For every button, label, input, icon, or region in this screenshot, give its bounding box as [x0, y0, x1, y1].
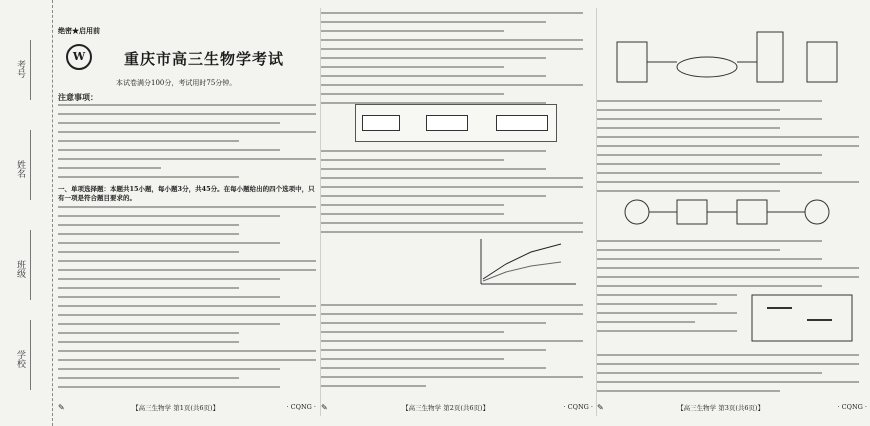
section-heading: 一、单项选择题：本题共15小题，每小题3分，共45分。在每小题给出的四个选项中，只有一项是符合题目要求的。 — [58, 185, 315, 202]
binding-label-name: 姓名 — [15, 160, 25, 178]
exam-title: 重庆市高三生物学考试 — [124, 50, 285, 68]
footer-page-label: 【高三生物学 第3页(共6页)】 — [677, 403, 765, 412]
exam-page-1 — [58, 8, 316, 416]
questions-block — [597, 100, 859, 199]
binding-label-class: 班级 — [15, 260, 25, 278]
page-footer — [321, 402, 593, 412]
binding-label-number: 考号 — [15, 60, 25, 78]
notice-heading: 注意事项： — [58, 92, 98, 102]
questions-block — [597, 294, 737, 339]
binding-line — [30, 320, 31, 390]
questions-block — [321, 150, 583, 240]
diagram-box — [362, 115, 400, 131]
line-graph — [471, 234, 581, 294]
exam-page-2 — [320, 8, 593, 416]
gel-diagram — [747, 290, 857, 346]
questions-block — [597, 354, 859, 399]
exam-subnote: 本试卷满分100分，考试用时75分钟。 — [116, 79, 237, 87]
footer-code: · CQNG · — [286, 403, 316, 411]
questions-block — [321, 304, 583, 394]
binding-label-school: 学校 — [15, 350, 25, 368]
publisher-logo-icon: W — [66, 44, 92, 70]
questions-block — [58, 206, 316, 395]
notice-text-block — [58, 104, 316, 185]
page-footer — [597, 402, 867, 412]
flow-diagram — [355, 104, 557, 142]
footer-code: · CQNG · — [837, 403, 867, 411]
footer-code: · CQNG · — [563, 403, 593, 411]
exam-page-3 — [596, 8, 867, 416]
binding-line — [30, 130, 31, 200]
diagram-box — [496, 115, 548, 131]
page-footer — [58, 402, 316, 412]
lab-apparatus-diagram — [607, 12, 847, 94]
pen-icon: ✎ — [58, 402, 65, 412]
binding-line — [30, 230, 31, 300]
questions-block — [597, 240, 859, 294]
process-diagram — [617, 192, 847, 232]
pen-icon: ✎ — [597, 402, 604, 412]
footer-page-label: 【高三生物学 第2页(共6页)】 — [402, 403, 490, 412]
binding-margin — [0, 0, 53, 426]
diagram-box — [426, 115, 468, 131]
footer-page-label: 【高三生物学 第1页(共6页)】 — [132, 403, 220, 412]
questions-block — [321, 12, 583, 111]
pen-icon: ✎ — [321, 402, 328, 412]
binding-line — [30, 40, 31, 100]
confidential-label: 绝密★启用前 — [58, 26, 100, 35]
